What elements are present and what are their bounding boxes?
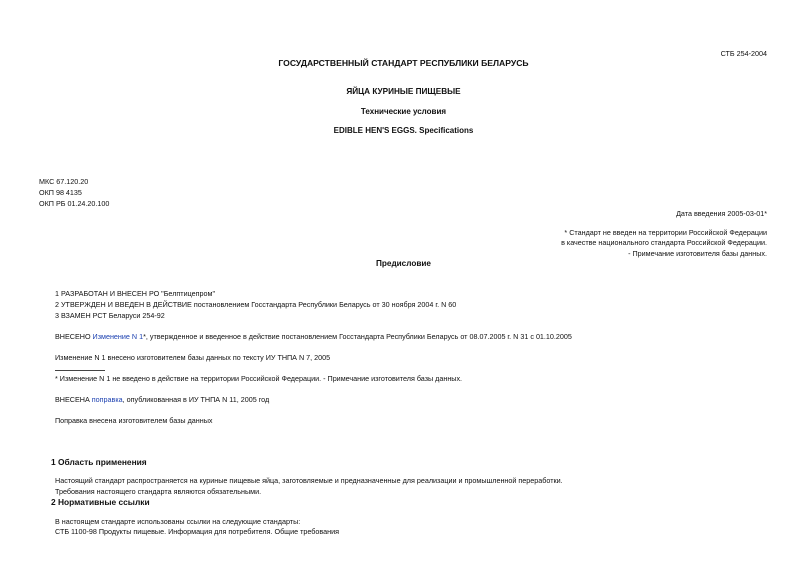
amendment-line (55, 332, 572, 341)
amendment-note: Изменение N 1 внесено изготовителем базы данных по тексту ИУ ТНПА N 7, 2005 (55, 353, 331, 362)
db-note-line-2: в качестве национального стандарта Российской Федерации. (561, 238, 767, 247)
document-code: СТБ 254-2004 (720, 49, 767, 58)
document-title-en: EDIBLE HEN'S EGGS. Specifications (333, 126, 474, 135)
section-2-line-2: СТБ 1100-98 Продукты пищевые. Информация для потребителя. Общие требования (55, 527, 340, 536)
section-1-heading: 1 Область применения (51, 457, 147, 467)
okp-rb-code: ОКП РБ 01.24.20.100 (39, 199, 110, 208)
preface-heading: Предисловие (376, 259, 431, 268)
amendment-suffix: *, утвержденное и введенное в действие постановлением Госстандарта Республики Беларусь от 08.07.2005 г. N 31 с 01.10.2005 (143, 332, 572, 341)
section-1-line-2: Требования настоящего стандарта являются обязательными. (55, 487, 262, 496)
correction-line (55, 395, 269, 404)
db-note-line-1: * Стандарт не введен на территории Российской Федерации (564, 228, 767, 237)
correction-link[interactable]: поправка (91, 395, 123, 404)
amendment-prefix: ВНЕСЕНО (55, 332, 93, 341)
preface-item-3: 3 ВЗАМЕН РСТ Беларуси 254-92 (55, 311, 165, 320)
section-2-heading: 2 Нормативные ссылки (51, 497, 150, 507)
footnote-divider (55, 370, 105, 371)
correction-suffix: , опубликованная в ИУ ТНПА N 11, 2005 год (122, 395, 270, 404)
amendment-link[interactable]: Изменение N 1 (92, 332, 144, 341)
correction-note: Поправка внесена изготовителем базы данных (55, 416, 213, 425)
intro-date: Дата введения 2005-03-01* (676, 209, 767, 218)
section-1-line-1: Настоящий стандарт распространяется на куриные пищевые яйца, заготовляемые и предназначенные для реализации и промышленной переработки. (55, 476, 563, 485)
correction-prefix: ВНЕСЕНА (55, 395, 92, 404)
okp-code: ОКП 98 4135 (39, 188, 82, 197)
amendment-footnote: * Изменение N 1 не введено в действие на территории Российской Федерации. - Примечание изготовителя базы данных. (55, 374, 463, 383)
preface-item-1: 1 РАЗРАБОТАН И ВНЕСЕН РО "Белптицепром" (55, 289, 215, 298)
db-note-line-3: - Примечание изготовителя базы данных. (628, 249, 767, 258)
section-2-line-1: В настоящем стандарте использованы ссылки на следующие стандарты: (55, 517, 301, 526)
document-title: ЯЙЦА КУРИНЫЕ ПИЩЕВЫЕ (346, 87, 461, 96)
state-standard-title: ГОСУДАРСТВЕННЫЙ СТАНДАРТ РЕСПУБЛИКИ БЕЛАРУСЬ (278, 58, 529, 68)
document-subtitle: Технические условия (360, 107, 447, 116)
preface-item-2: 2 УТВЕРЖДЕН И ВВЕДЕН В ДЕЙСТВИЕ постановлением Госстандарта Республики Беларусь от 30 ноября 2004 г. N 60 (55, 300, 457, 309)
mks-code: МКС 67.120.20 (39, 177, 89, 186)
